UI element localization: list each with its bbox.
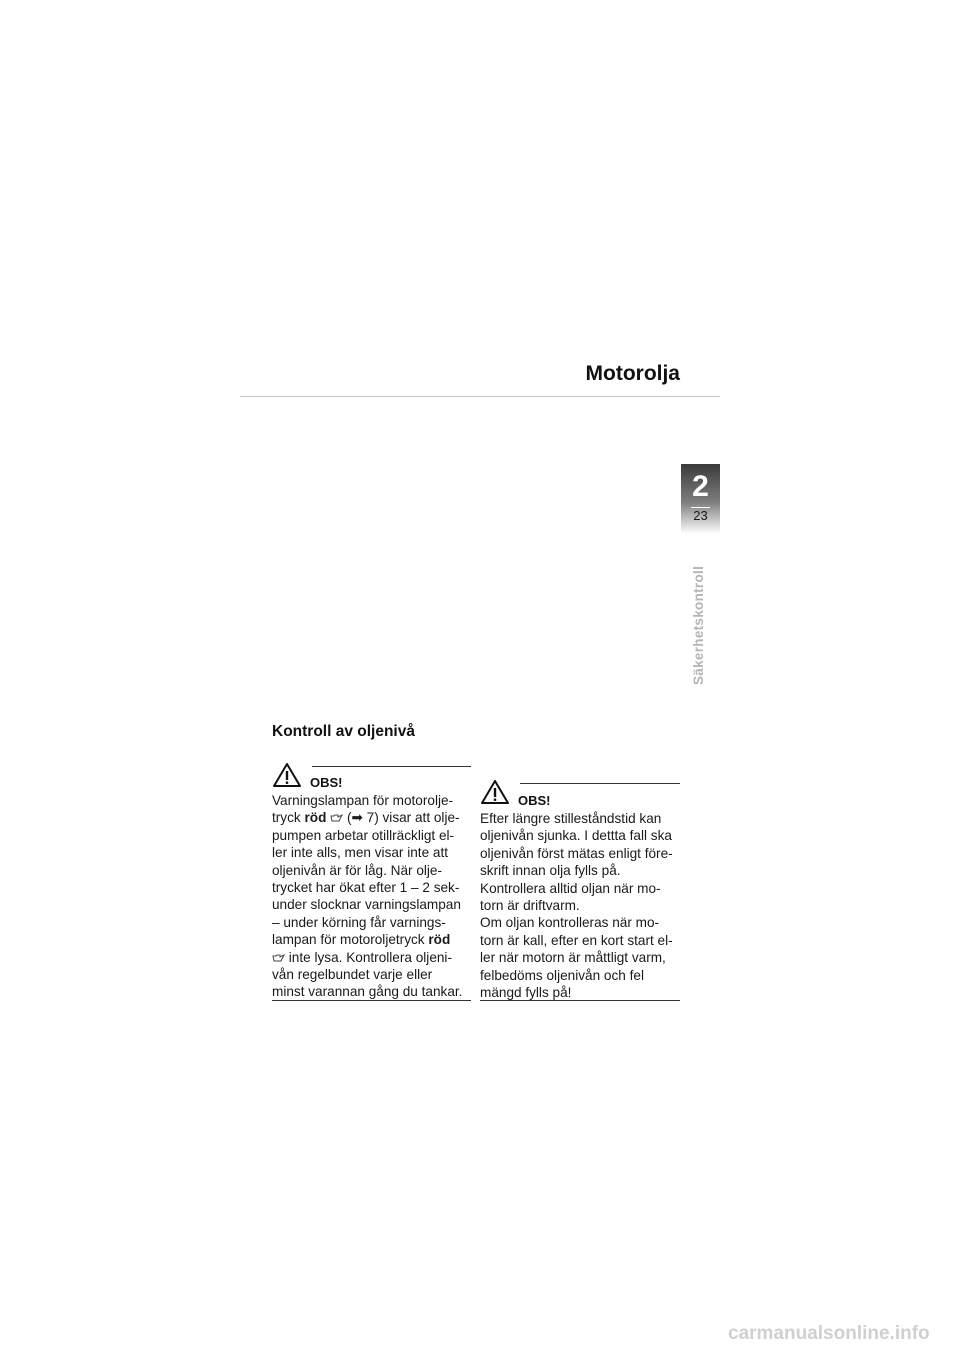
note-body [272,792,477,1001]
note-line: – under körning får varnings- [272,914,446,930]
header-divider [240,396,720,397]
warning-triangle-icon [272,762,302,788]
note-line: ler när motorn är måttligt varm, [480,950,666,966]
note-rule-top [520,783,680,784]
note-line: trycket har ökat efter 1 – 2 sek- [272,880,460,896]
note-line: skrift innan olja fylls på. [480,863,621,879]
note-line: mängd fylls på! [480,985,572,1001]
note-line: Kontrollera alltid oljan när mo- [480,880,661,896]
note-label: OBS! [310,775,343,790]
note-line: ler inte alls, men visar inte att [272,845,449,861]
note-line: oljenivån sjunka. I dettta fall ska [480,828,672,844]
section-heading: Kontroll av oljenivå [272,723,415,740]
note-line: pumpen arbetar otillräckligt el- [272,827,455,843]
note-line: Varningslampan för motorolje- [272,793,454,808]
note-line: Efter längre stilleståndstid kan [480,811,662,826]
chapter-side-label: Säkerhetskontroll [691,565,706,685]
note-line: lampan för motoroljetryck röd [272,932,451,948]
oil-can-icon [330,813,343,823]
note-line: minst varannan gång du tankar. [272,984,463,1000]
page-title: Motorolja [585,362,680,385]
chapter-number: 2 [692,470,709,503]
note-line: felbedöms oljenivån och fel [480,967,644,983]
warning-triangle-icon [480,779,510,805]
note-line: torn är driftvarm. [480,898,580,914]
note-rule-top [312,766,471,767]
page-number: 23 [693,508,708,523]
watermark-text: carmanualsonline.info [728,1323,930,1344]
chapter-tab [681,464,720,534]
note-label: OBS! [518,793,551,808]
note-line: inte lysa. Kontrollera oljeni- [272,949,477,966]
note-body [480,810,685,1001]
note-rule-bottom [272,1000,471,1001]
note-line: oljenivån först mätas enligt före- [480,845,673,861]
oil-can-icon [272,953,285,963]
note-line: Om oljan kontrolleras när mo- [480,915,660,931]
note-rule-bottom [480,1000,680,1001]
note-line: tryck röd (➡ 7) visar att olje- [272,810,460,826]
note-line: torn är kall, efter en kort start el- [480,932,673,948]
note-line: under slocknar varningslampan [272,897,461,913]
note-line: vån regelbundet varje eller [272,967,433,983]
note-line: oljenivån är för låg. När olje- [272,862,443,878]
